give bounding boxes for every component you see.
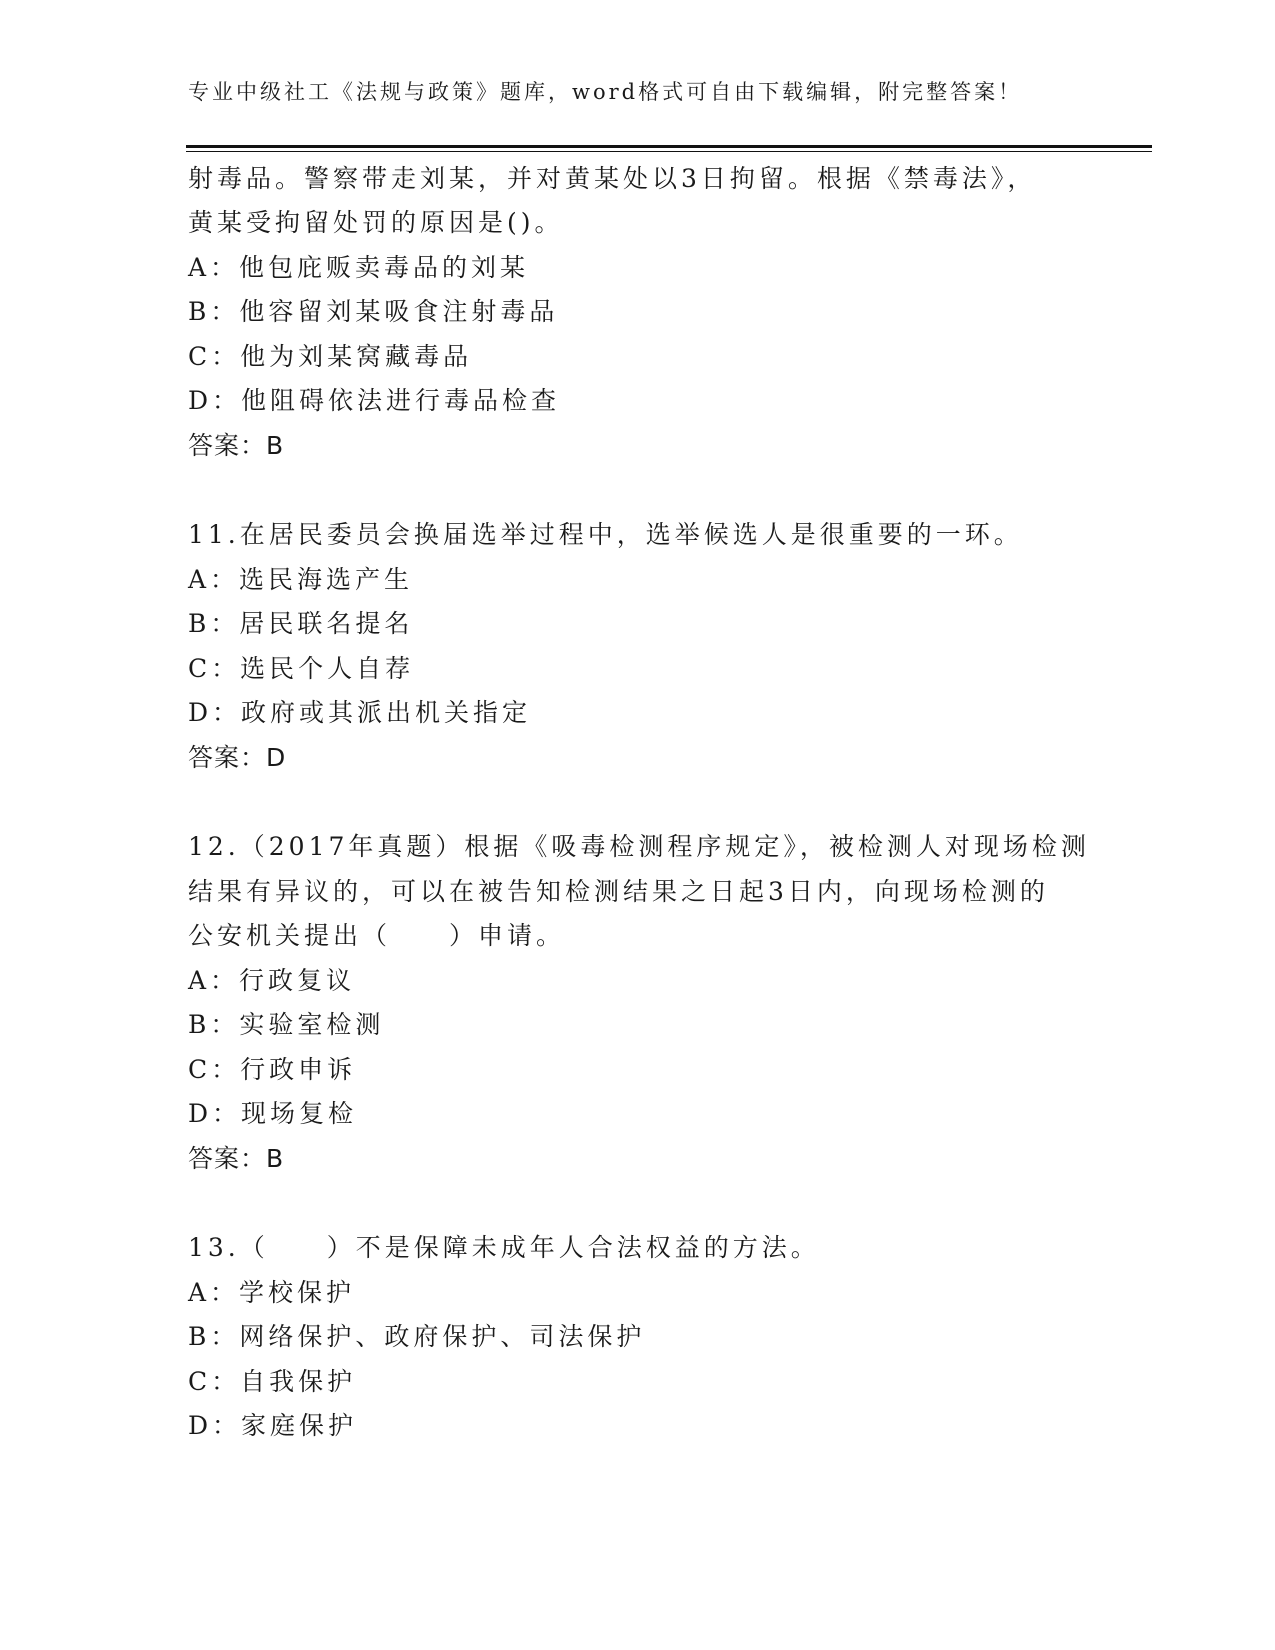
option-c: C：行政申诉	[188, 1055, 357, 1084]
question-stem-line: 结果有异议的，可以在被告知检测结果之日起3日内，向现场检测的	[188, 877, 1049, 906]
option-b: B：居民联名提名	[188, 609, 414, 638]
option-a: A：选民海选产生	[188, 565, 414, 594]
question-stem-line: 11.在居民委员会换届选举过程中，选举候选人是很重要的一环。	[188, 520, 1023, 549]
header-rule-thin	[186, 151, 1152, 152]
option-b: B：他容留刘某吸食注射毒品	[188, 297, 559, 326]
answer: 答案：B	[188, 1144, 285, 1173]
option-d: D：政府或其派出机关指定	[188, 698, 532, 727]
option-a: A：他包庇贩卖毒品的刘某	[188, 253, 530, 282]
option-d: D：现场复检	[188, 1099, 358, 1128]
option-c: C：选民个人自荐	[188, 654, 415, 683]
option-d: D：家庭保护	[188, 1411, 358, 1440]
question-stem-line: 公安机关提出（ ）申请。	[188, 921, 566, 950]
question-stem-line: 射毒品。警察带走刘某，并对黄某处以3日拘留。根据《禁毒法》，	[188, 164, 1037, 193]
page-header: 专业中级社工《法规与政策》题库，word格式可自由下载编辑，附完整答案！	[188, 80, 1023, 104]
answer: 答案：D	[188, 743, 287, 772]
option-c: C：他为刘某窝藏毒品	[188, 342, 473, 371]
option-b: B：网络保护、政府保护、司法保护	[188, 1322, 646, 1351]
answer: 答案：B	[188, 431, 285, 460]
question-stem-line: 12.（2017年真题）根据《吸毒检测程序规定》，被检测人对现场检测	[188, 832, 1090, 861]
option-a: A：学校保护	[188, 1278, 356, 1307]
option-c: C：自我保护	[188, 1367, 357, 1396]
option-d: D：他阻碍依法进行毒品检查	[188, 386, 561, 415]
question-stem-line: 黄某受拘留处罚的原因是()。	[188, 208, 564, 237]
header-rule-thick	[186, 145, 1152, 148]
option-b: B：实验室检测	[188, 1010, 385, 1039]
question-stem-line: 13.（ ）不是保障未成年人合法权益的方法。	[188, 1233, 820, 1262]
option-a: A：行政复议	[188, 966, 356, 995]
